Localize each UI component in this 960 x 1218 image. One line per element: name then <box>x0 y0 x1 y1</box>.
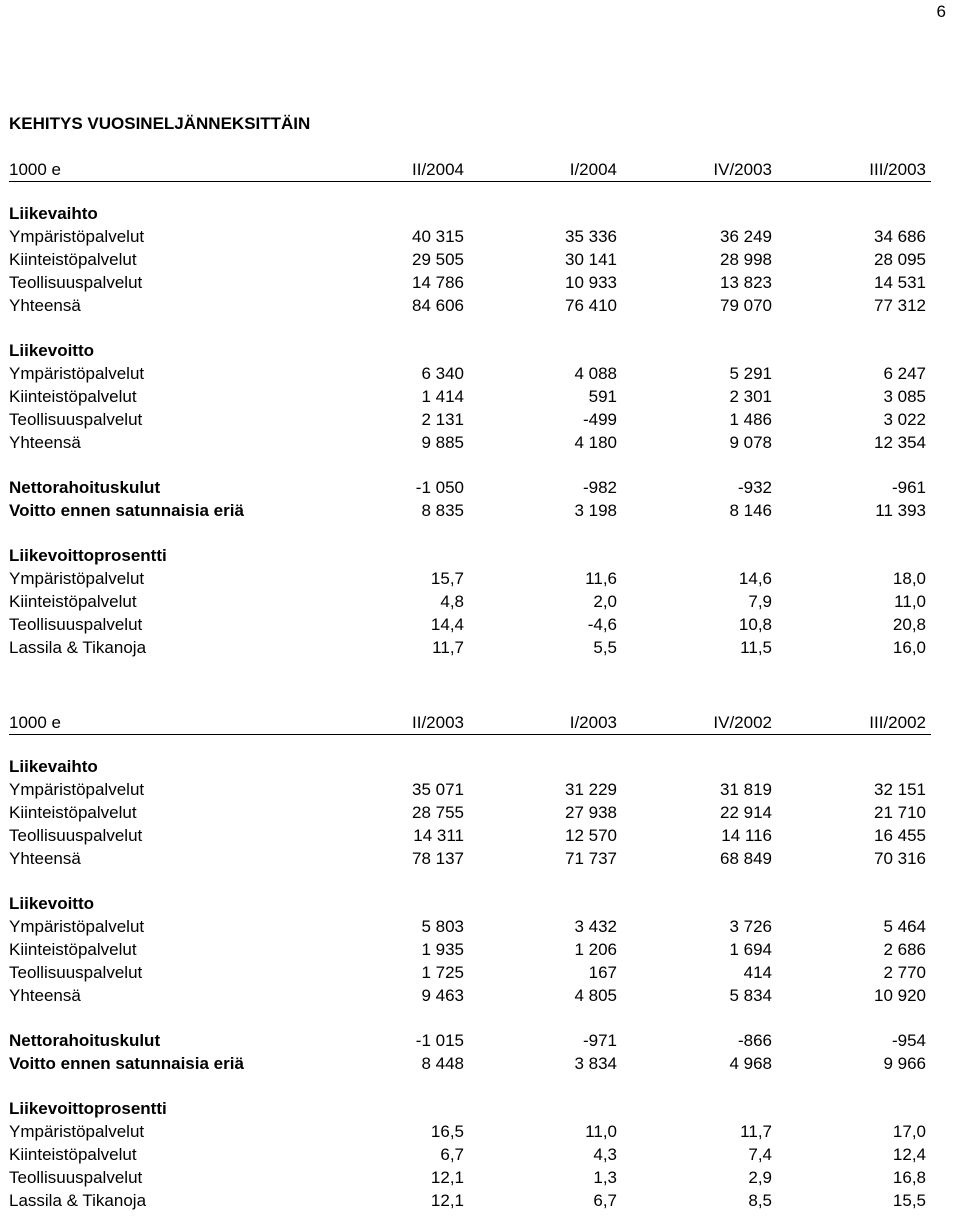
value-cell: 6,7 <box>593 1191 617 1210</box>
value-cell: 1 206 <box>574 940 617 959</box>
value-cell: 3 726 <box>729 917 772 936</box>
row-label: 1000 e <box>9 713 61 732</box>
value-cell: 35 071 <box>412 780 464 799</box>
value-cell: 28 755 <box>412 803 464 822</box>
value-cell: I/2003 <box>569 713 617 732</box>
value-cell: 35 336 <box>565 227 617 246</box>
value-cell: 16 455 <box>874 826 926 845</box>
value-cell: 4,3 <box>593 1145 617 1164</box>
value-cell: 32 151 <box>874 780 926 799</box>
row-label: 1000 e <box>9 160 61 179</box>
value-cell: 70 316 <box>874 849 926 868</box>
row-label: Yhteensä <box>9 296 81 315</box>
value-cell: 6,7 <box>440 1145 464 1164</box>
value-cell: 12 354 <box>874 433 926 452</box>
row-label: Teollisuuspalvelut <box>9 1168 143 1187</box>
value-cell: 11 393 <box>875 501 926 520</box>
value-cell: 34 686 <box>874 227 926 246</box>
value-cell: 20,8 <box>892 615 926 634</box>
value-cell: 4 805 <box>574 986 617 1005</box>
table-row <box>9 636 931 659</box>
value-cell: II/2003 <box>412 713 464 732</box>
summary-row <box>9 476 931 499</box>
value-cell: 31 819 <box>720 780 772 799</box>
table-row <box>9 431 931 454</box>
row-label: Ympäristöpalvelut <box>9 780 145 799</box>
row-label: Voitto ennen satunnaisia eriä <box>9 501 244 520</box>
value-cell: 7,4 <box>748 1145 772 1164</box>
section-heading <box>9 339 931 362</box>
row-label: Yhteensä <box>9 849 81 868</box>
table-row <box>9 1120 931 1143</box>
value-cell: 2 686 <box>883 940 926 959</box>
value-cell: 1 935 <box>421 940 464 959</box>
row-label: Teollisuuspalvelut <box>9 963 143 982</box>
row-label: Liikevoitto <box>9 894 95 913</box>
section-heading <box>9 1097 931 1120</box>
quarterly-table <box>9 158 931 659</box>
value-cell: 6 340 <box>421 364 464 383</box>
value-cell: 84 606 <box>412 296 464 315</box>
value-cell: 15,5 <box>892 1191 926 1210</box>
value-cell: 14 531 <box>874 273 926 292</box>
row-label: Lassila & Tikanoja <box>9 638 147 657</box>
value-cell: III/2003 <box>869 160 926 179</box>
spacer <box>9 454 931 476</box>
value-cell: 4 180 <box>574 433 617 452</box>
row-label: Yhteensä <box>9 433 81 452</box>
spacer <box>9 1075 931 1097</box>
value-cell: 1,3 <box>593 1168 617 1187</box>
value-cell: 3 432 <box>574 917 617 936</box>
value-cell: 13 823 <box>720 273 772 292</box>
value-cell: -1 050 <box>415 478 464 497</box>
value-cell: 5 291 <box>729 364 772 383</box>
value-cell: 7,9 <box>748 592 772 611</box>
value-cell: 28 998 <box>720 250 772 269</box>
table-row <box>9 984 931 1007</box>
value-cell: 71 737 <box>565 849 617 868</box>
value-cell: 14 116 <box>721 826 772 845</box>
value-cell: 9 463 <box>421 986 464 1005</box>
value-cell: 12,1 <box>430 1191 464 1210</box>
value-cell: III/2002 <box>869 713 926 732</box>
value-cell: 1 725 <box>421 963 464 982</box>
row-label: Kiinteistöpalvelut <box>9 1145 137 1164</box>
table-row <box>9 590 931 613</box>
value-cell: -1 015 <box>415 1031 464 1050</box>
table-row <box>9 778 931 801</box>
table-row <box>9 248 931 271</box>
value-cell: 77 312 <box>874 296 926 315</box>
value-cell: 1 694 <box>729 940 772 959</box>
value-cell: 11,5 <box>740 638 772 657</box>
row-label: Ympäristöpalvelut <box>9 364 145 383</box>
value-cell: 3 834 <box>574 1054 617 1073</box>
value-cell: 14,6 <box>738 569 772 588</box>
table-row <box>9 271 931 294</box>
value-cell: 10 920 <box>874 986 926 1005</box>
row-label: Kiinteistöpalvelut <box>9 803 137 822</box>
value-cell: 40 315 <box>412 227 464 246</box>
value-cell: 3 085 <box>883 387 926 406</box>
spacer <box>9 182 931 202</box>
value-cell: 10,8 <box>738 615 772 634</box>
spacer <box>9 870 931 892</box>
value-cell: 5 834 <box>729 986 772 1005</box>
row-label: Kiinteistöpalvelut <box>9 940 137 959</box>
value-cell: 29 505 <box>412 250 464 269</box>
section-heading <box>9 202 931 225</box>
table-row <box>9 847 931 870</box>
value-cell: 2,9 <box>748 1168 772 1187</box>
row-label: Liikevoittoprosentti <box>9 1099 167 1118</box>
value-cell: 30 141 <box>565 250 617 269</box>
value-cell: 31 229 <box>565 780 617 799</box>
value-cell: 14 786 <box>412 273 464 292</box>
value-cell: 2 301 <box>729 387 772 406</box>
value-cell: 22 914 <box>720 803 772 822</box>
value-cell: II/2004 <box>412 160 464 179</box>
value-cell: 16,0 <box>892 638 926 657</box>
table-row <box>9 1166 931 1189</box>
summary-row <box>9 1029 931 1052</box>
section-heading <box>9 755 931 778</box>
row-label: Voitto ennen satunnaisia eriä <box>9 1054 244 1073</box>
section-heading <box>9 544 931 567</box>
section-heading <box>9 892 931 915</box>
row-label: Nettorahoituskulut <box>9 1031 161 1050</box>
row-label: Liikevoittoprosentti <box>9 546 167 565</box>
value-cell: 4 968 <box>729 1054 772 1073</box>
row-label: Liikevoitto <box>9 341 95 360</box>
value-cell: 8 448 <box>421 1054 464 1073</box>
value-cell: 167 <box>588 963 617 982</box>
value-cell: 11,0 <box>894 592 926 611</box>
row-label: Ympäristöpalvelut <box>9 917 145 936</box>
table-row <box>9 1189 931 1212</box>
row-label: Lassila & Tikanoja <box>9 1191 147 1210</box>
value-cell: IV/2002 <box>713 713 772 732</box>
table-row <box>9 385 931 408</box>
value-cell: 9 966 <box>883 1054 926 1073</box>
value-cell: -499 <box>582 410 617 429</box>
row-label: Teollisuuspalvelut <box>9 615 143 634</box>
value-cell: -866 <box>737 1031 772 1050</box>
value-cell: 10 933 <box>565 273 617 292</box>
table-row <box>9 567 931 590</box>
value-cell: 1 486 <box>729 410 772 429</box>
table-row <box>9 294 931 317</box>
value-cell: -961 <box>891 478 926 497</box>
value-cell: 3 198 <box>574 501 617 520</box>
quarterly-table <box>9 711 931 1212</box>
value-cell: 28 095 <box>874 250 926 269</box>
row-label: Nettorahoituskulut <box>9 478 161 497</box>
value-cell: IV/2003 <box>713 160 772 179</box>
value-cell: 17,0 <box>892 1122 926 1141</box>
value-cell: 16,5 <box>430 1122 464 1141</box>
value-cell: 14 311 <box>413 826 464 845</box>
value-cell: 14,4 <box>430 615 464 634</box>
value-cell: 9 885 <box>421 433 464 452</box>
summary-row <box>9 1052 931 1075</box>
value-cell: 15,7 <box>430 569 464 588</box>
table-row <box>9 801 931 824</box>
value-cell: 18,0 <box>892 569 926 588</box>
row-label: Kiinteistöpalvelut <box>9 387 137 406</box>
value-cell: -954 <box>891 1031 926 1050</box>
row-label: Teollisuuspalvelut <box>9 410 143 429</box>
value-cell: 5,5 <box>593 638 617 657</box>
spacer <box>9 735 931 755</box>
table-row <box>9 225 931 248</box>
spacer <box>9 1007 931 1029</box>
table-row <box>9 613 931 636</box>
value-cell: -971 <box>582 1031 617 1050</box>
row-label: Liikevaihto <box>9 204 98 223</box>
value-cell: 414 <box>743 963 772 982</box>
row-label: Teollisuuspalvelut <box>9 826 143 845</box>
value-cell: -932 <box>737 478 772 497</box>
spacer <box>9 522 931 544</box>
row-label: Kiinteistöpalvelut <box>9 592 137 611</box>
page-title: KEHITYS VUOSINELJÄNNEKSITTÄIN <box>9 114 311 133</box>
row-label: Ympäristöpalvelut <box>9 569 145 588</box>
table-row <box>9 824 931 847</box>
value-cell: -4,6 <box>587 615 617 634</box>
value-cell: 21 710 <box>874 803 926 822</box>
value-cell: 5 803 <box>421 917 464 936</box>
value-cell: 1 414 <box>421 387 464 406</box>
value-cell: 12,4 <box>892 1145 926 1164</box>
row-label: Liikevaihto <box>9 757 98 776</box>
table-header <box>9 158 931 182</box>
row-label: Kiinteistöpalvelut <box>9 250 137 269</box>
value-cell: 11,7 <box>740 1122 772 1141</box>
value-cell: 4 088 <box>574 364 617 383</box>
row-label: Ympäristöpalvelut <box>9 227 145 246</box>
value-cell: 6 247 <box>883 364 926 383</box>
value-cell: 3 022 <box>883 410 926 429</box>
value-cell: 68 849 <box>720 849 772 868</box>
value-cell: I/2004 <box>569 160 617 179</box>
value-cell: 2 770 <box>883 963 926 982</box>
value-cell: -982 <box>582 478 617 497</box>
table-header <box>9 711 931 735</box>
summary-row <box>9 499 931 522</box>
row-label: Teollisuuspalvelut <box>9 273 143 292</box>
value-cell: 8 146 <box>729 501 772 520</box>
table-row <box>9 362 931 385</box>
value-cell: 16,8 <box>892 1168 926 1187</box>
row-label: Ympäristöpalvelut <box>9 1122 145 1141</box>
table-row <box>9 408 931 431</box>
table-row <box>9 915 931 938</box>
spacer <box>9 317 931 339</box>
value-cell: 8 835 <box>421 501 464 520</box>
value-cell: 79 070 <box>720 296 772 315</box>
value-cell: 27 938 <box>565 803 617 822</box>
value-cell: 12 570 <box>565 826 617 845</box>
value-cell: 591 <box>588 387 617 406</box>
table-row <box>9 938 931 961</box>
value-cell: 12,1 <box>430 1168 464 1187</box>
table-row <box>9 1143 931 1166</box>
value-cell: 5 464 <box>883 917 926 936</box>
value-cell: 9 078 <box>729 433 772 452</box>
value-cell: 8,5 <box>748 1191 772 1210</box>
value-cell: 11,0 <box>585 1122 617 1141</box>
table-row <box>9 961 931 984</box>
value-cell: 11,6 <box>585 569 617 588</box>
value-cell: 2 131 <box>421 410 464 429</box>
value-cell: 11,7 <box>432 638 464 657</box>
value-cell: 36 249 <box>720 227 772 246</box>
page-number: 6 <box>936 2 946 21</box>
value-cell: 4,8 <box>440 592 464 611</box>
value-cell: 76 410 <box>565 296 617 315</box>
row-label: Yhteensä <box>9 986 81 1005</box>
value-cell: 2,0 <box>593 592 617 611</box>
value-cell: 78 137 <box>412 849 464 868</box>
